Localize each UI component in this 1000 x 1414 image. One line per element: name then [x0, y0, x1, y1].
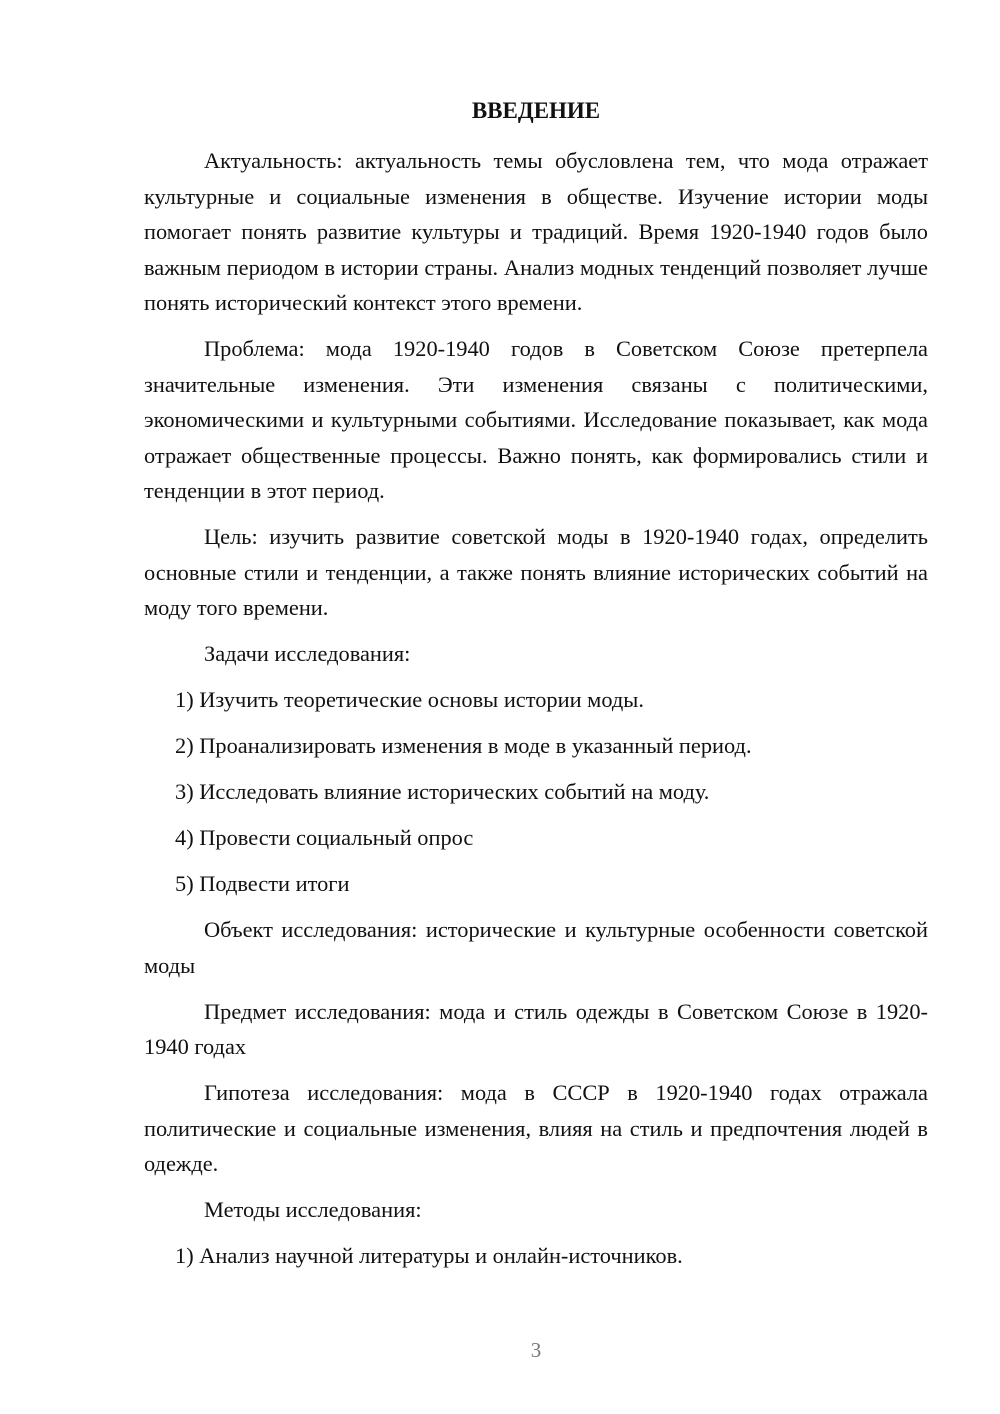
list-item: 1) Изучить теоретические основы истории моды.: [175, 687, 644, 712]
list-item: 2) Проанализировать изменения в моде в указанный период.: [175, 733, 752, 758]
relevance-paragraph: Актуальность: актуальность темы обусловлена тем, что мода отражает культурные и социальные изменения в обществе. Изучение истории моды помогает понять развитие культуры и традиций. Время 1920-1940 годов было важным периодом в истории страны. Анализ модных тенденций позволяет лучше понять исторический контекст этого времени.: [144, 148, 928, 315]
methods-list: [144, 1238, 928, 1274]
problem-paragraph: Проблема: мода 1920-1940 годов в Советском Союзе претерпела значительные изменения. Эти изменения связаны с политическими, экономическими и культурными событиями. Исследование показывает, как мода отражает общественные процессы. Важно понять, как формировались стили и тенденции в этот период.: [144, 336, 928, 503]
object-paragraph: Объект исследования: исторические и культурные особенности советской моды: [144, 917, 928, 978]
tasks-heading: Задачи исследования:: [204, 641, 411, 666]
hypothesis-paragraph: Гипотеза исследования: мода в СССР в 1920-1940 годах отражала политические и социальные изменения, влияя на стиль и предпочтения людей в одежде.: [144, 1080, 928, 1176]
list-item: 3) Исследовать влияние исторических событий на моду.: [175, 779, 710, 804]
subject-paragraph: Предмет исследования: мода и стиль одежды в Советском Союзе в 1920-1940 годах: [144, 998, 928, 1059]
list-item: 5) Подвести итоги: [175, 871, 350, 896]
page-number: 3: [530, 1338, 542, 1362]
tasks-list: [144, 682, 928, 902]
document-body: [144, 143, 928, 1284]
goal-paragraph: Цель: изучить развитие советской моды в 1920-1940 годах, определить основные стили и тенденции, а также понять влияние исторических событий на моду того времени.: [144, 524, 928, 620]
list-item: 1) Анализ научной литературы и онлайн-источников.: [175, 1243, 683, 1268]
methods-heading: Методы исследования:: [204, 1197, 422, 1222]
page-title: ВВЕДЕНИЕ: [471, 98, 601, 123]
list-item: 4) Провести социальный опрос: [175, 825, 474, 850]
